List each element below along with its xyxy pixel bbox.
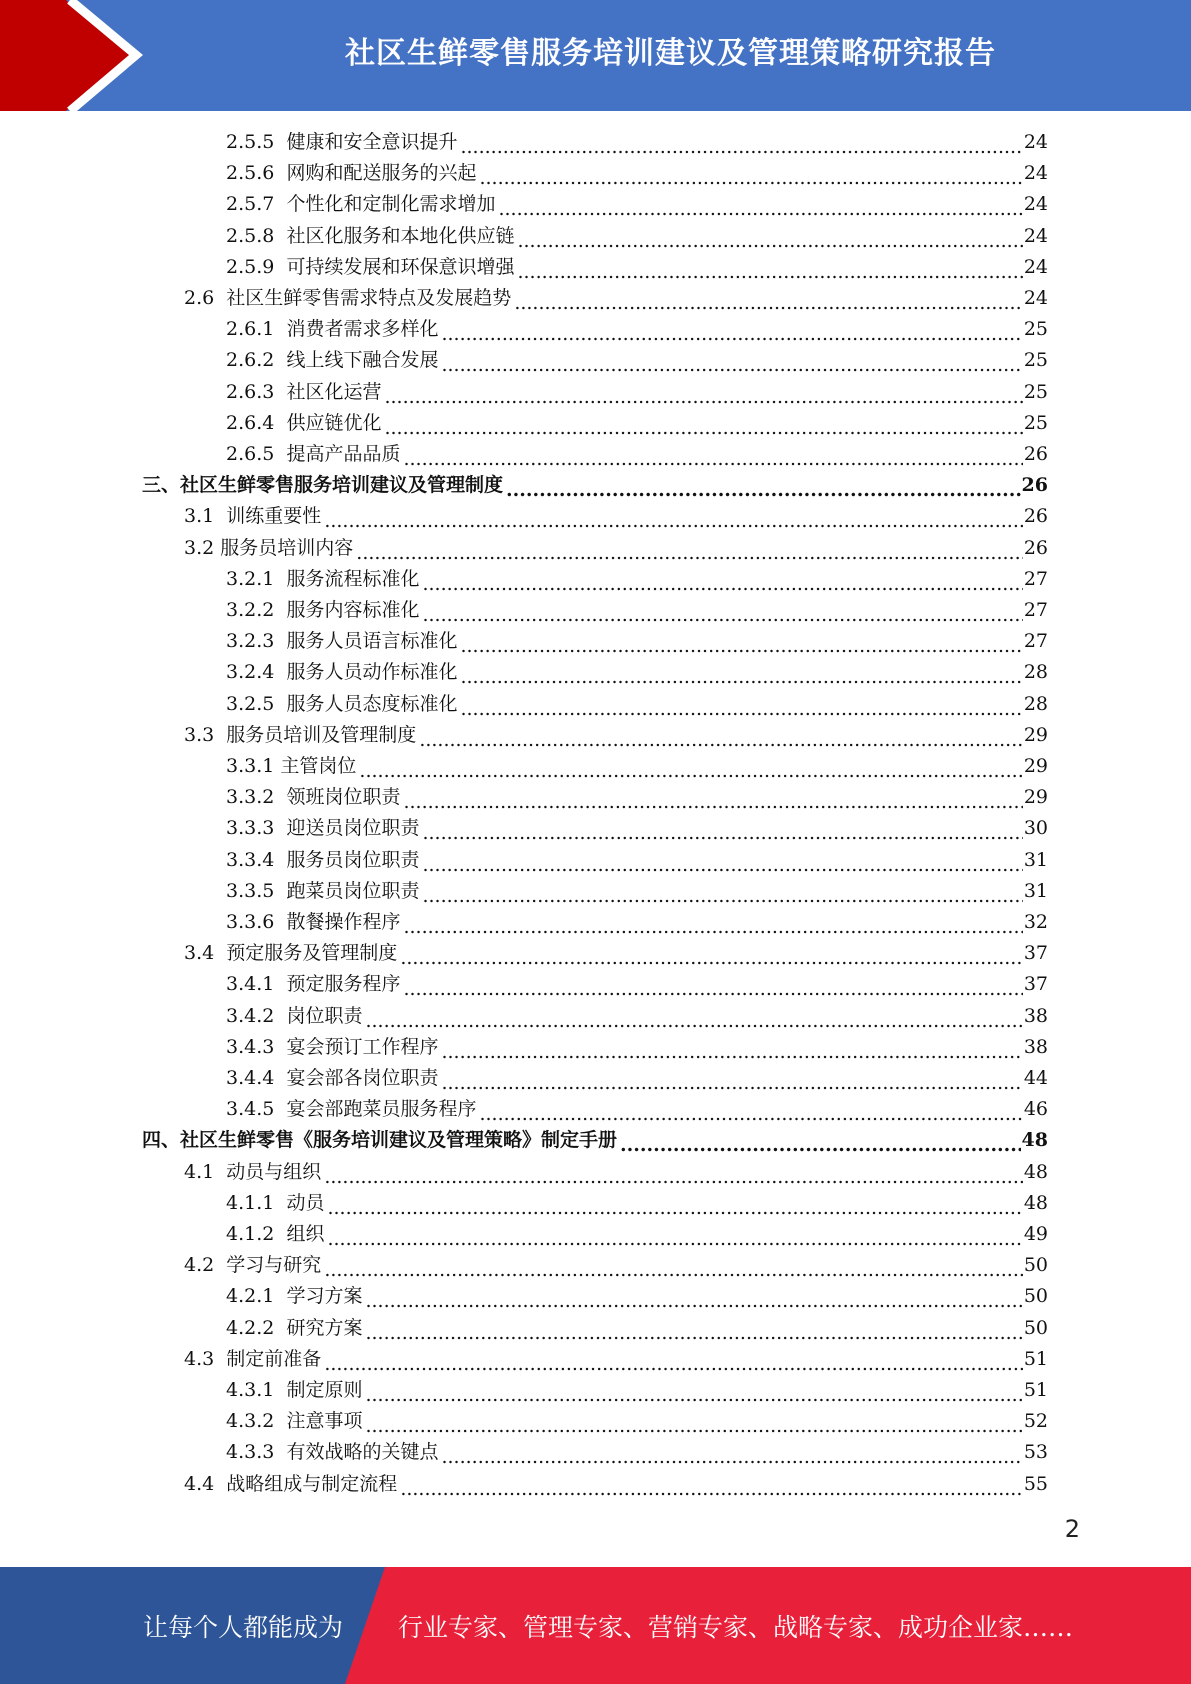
toc-entry-title: 迎送员岗位职责 <box>286 817 420 840</box>
toc-entry-page: 28 <box>1023 661 1048 684</box>
toc-dot-leader <box>400 947 1023 969</box>
toc-entry-number: 3.4.3 <box>226 1035 287 1058</box>
toc-entry-title: 研究方案 <box>286 1316 363 1339</box>
toc-entry-title: 服务员培训内容 <box>220 536 354 559</box>
toc-entry-title: 学习方案 <box>286 1285 363 1308</box>
toc-dot-leader <box>460 136 1022 158</box>
toc-entry-title: 健康和安全意识提升 <box>286 131 458 153</box>
toc-entry-title: 领班岗位职责 <box>286 786 401 809</box>
page-header <box>0 0 1191 111</box>
toc-entry[interactable] <box>226 314 1048 345</box>
toc-dot-leader <box>498 198 1022 220</box>
toc-entry-title: 三、社区生鲜零售服务培训建议及管理制度 <box>142 474 504 497</box>
toc-dot-leader <box>460 635 1022 657</box>
toc-entry-page: 49 <box>1023 1223 1048 1245</box>
toc-entry[interactable] <box>226 1001 1048 1032</box>
toc-entry-title: 服务流程标准化 <box>286 567 420 590</box>
toc-entry-number: 3.4.2 <box>226 1004 287 1027</box>
toc-entry-number: 4.1.2 <box>226 1223 287 1245</box>
toc-entry[interactable] <box>226 595 1048 626</box>
toc-entry-title: 服务人员态度标准化 <box>286 692 458 715</box>
toc-entry-page: 28 <box>1023 692 1048 715</box>
toc-dot-leader <box>400 1478 1023 1500</box>
toc-entry-title: 可持续发展和环保意识增强 <box>286 255 515 278</box>
toc-entry-number: 2.6.5 <box>226 443 287 465</box>
toc-entry-number: 3.3.5 <box>226 879 287 902</box>
toc-dot-leader <box>479 167 1022 189</box>
toc-entry-page: 24 <box>1023 131 1048 153</box>
toc-entry[interactable] <box>226 1219 1048 1250</box>
toc-entry-number: 3.4.5 <box>226 1098 287 1121</box>
toc-entry-title: 预定服务程序 <box>286 973 401 996</box>
toc-entry-page: 24 <box>1023 193 1048 216</box>
toc-entry-number: 2.5.6 <box>226 162 287 185</box>
toc-dot-leader <box>359 760 1022 782</box>
toc-entry-page: 29 <box>1023 786 1048 809</box>
toc-entry-number: 4.3 <box>184 1347 227 1370</box>
toc-dot-leader <box>365 1415 1022 1437</box>
toc-entry[interactable] <box>142 1125 1048 1156</box>
toc-entry-page: 31 <box>1023 879 1048 902</box>
toc-entry-title: 训练重要性 <box>226 505 322 528</box>
toc-entry-page: 25 <box>1023 318 1048 341</box>
toc-entry-number: 4.1 <box>184 1160 227 1183</box>
toc-dot-leader <box>460 666 1022 688</box>
toc-entry-number: 2.5.7 <box>226 193 287 216</box>
toc-dot-leader <box>403 978 1022 1000</box>
toc-entry-page: 51 <box>1023 1379 1048 1401</box>
toc-entry-title: 服务员岗位职责 <box>286 848 420 871</box>
toc-entry-number: 3.4.4 <box>226 1067 287 1089</box>
toc-entry-page: 38 <box>1023 1035 1048 1058</box>
toc-entry-title: 个性化和定制化需求增加 <box>286 193 496 216</box>
header-chevron-decoration <box>0 0 160 111</box>
toc-dot-leader <box>403 448 1022 470</box>
toc-entry[interactable] <box>226 189 1048 220</box>
toc-entry[interactable] <box>226 1094 1048 1125</box>
toc-entry[interactable] <box>226 751 1048 782</box>
toc-entry-page: 25 <box>1023 411 1048 434</box>
toc-entry-title: 线上线下融合发展 <box>286 349 439 372</box>
toc-entry-page: 37 <box>1023 942 1048 965</box>
toc-entry-title: 岗位职责 <box>286 1004 363 1027</box>
toc-entry-number: 4.4 <box>184 1472 227 1495</box>
toc-entry[interactable] <box>184 1157 1048 1188</box>
footer-slogan-right: 行业专家、管理专家、营销专家、战略专家、成功企业家…… <box>398 1612 1074 1642</box>
toc-entry-title: 消费者需求多样化 <box>286 318 439 341</box>
toc-entry[interactable] <box>226 1406 1048 1437</box>
toc-entry-number: 4.3.2 <box>226 1410 287 1433</box>
toc-entry-page: 26 <box>1023 443 1048 465</box>
toc-entry-number: 4.3.1 <box>226 1379 287 1401</box>
toc-dot-leader <box>441 1072 1022 1094</box>
toc-entry[interactable] <box>226 252 1048 283</box>
toc-entry-title: 有效战略的关键点 <box>286 1441 439 1464</box>
toc-dot-leader <box>514 292 1023 314</box>
toc-entry-number: 4.2.2 <box>226 1316 287 1339</box>
toc-dot-leader <box>441 1446 1022 1468</box>
toc-entry-title: 战略组成与制定流程 <box>226 1472 398 1495</box>
toc-dot-leader <box>327 1228 1022 1250</box>
toc-entry-page: 29 <box>1023 723 1048 746</box>
toc-entry-page: 53 <box>1023 1441 1048 1464</box>
toc-entry-number: 3.3.4 <box>226 848 287 871</box>
toc-entry-number: 3.3.2 <box>226 786 287 809</box>
chevron-red-shape <box>0 0 130 111</box>
toc-entry-page: 24 <box>1023 162 1048 185</box>
toc-entry[interactable] <box>184 533 1048 564</box>
toc-entry-title: 网购和配送服务的兴起 <box>286 162 477 185</box>
toc-entry[interactable] <box>226 1188 1048 1219</box>
toc-entry[interactable] <box>226 127 1048 158</box>
toc-entry[interactable] <box>184 938 1048 969</box>
toc-entry-page: 25 <box>1023 349 1048 372</box>
toc-entry-number: 3.2.2 <box>226 599 287 621</box>
toc-dot-leader <box>441 1041 1022 1063</box>
toc-entry[interactable] <box>226 845 1048 876</box>
toc-entry-title: 宴会预订工作程序 <box>286 1035 439 1058</box>
toc-entry-number: 2.6.3 <box>226 380 287 403</box>
toc-entry-page: 29 <box>1023 755 1048 777</box>
document-title: 社区生鲜零售服务培训建议及管理策略研究报告 <box>345 36 996 71</box>
toc-entry-title: 制定原则 <box>286 1379 363 1401</box>
toc-entry-title: 服务人员动作标准化 <box>286 661 458 684</box>
toc-entry-number: 2.6.2 <box>226 349 287 372</box>
toc-entry-page: 37 <box>1023 973 1048 996</box>
toc-entry-number: 3.2.5 <box>226 692 287 715</box>
toc-entry-page: 38 <box>1023 1004 1048 1027</box>
toc-entry-number: 3.2.1 <box>226 567 287 590</box>
toc-entry-title: 供应链优化 <box>286 411 382 434</box>
toc-entry-title: 四、社区生鲜零售《服务培训建议及管理策略》制定手册 <box>142 1129 618 1152</box>
toc-entry-page: 48 <box>1021 1129 1048 1152</box>
toc-dot-leader <box>324 1166 1023 1188</box>
toc-entry-number: 3.2 <box>184 536 221 559</box>
toc-entry[interactable] <box>226 689 1048 720</box>
toc-dot-leader <box>422 854 1022 876</box>
toc-dot-leader <box>422 885 1022 907</box>
toc-entry[interactable] <box>184 1469 1048 1500</box>
toc-entry[interactable] <box>226 1032 1048 1063</box>
toc-entry-page: 48 <box>1023 1191 1048 1214</box>
toc-dot-leader <box>620 1134 1021 1156</box>
toc-entry[interactable] <box>226 221 1048 252</box>
toc-entry-title: 社区生鲜零售需求特点及发展趋势 <box>226 287 512 309</box>
toc-entry-title: 服务员培训及管理制度 <box>226 723 417 746</box>
toc-entry-page: 27 <box>1023 599 1048 621</box>
toc-entry-number: 3.1 <box>184 505 227 528</box>
toc-entry-page: 26 <box>1023 536 1048 559</box>
toc-entry[interactable] <box>184 283 1048 314</box>
toc-entry[interactable] <box>226 158 1048 189</box>
toc-dot-leader <box>422 604 1022 626</box>
toc-dot-leader <box>419 729 1023 751</box>
toc-entry[interactable] <box>226 876 1048 907</box>
toc-entry-title: 动员与组织 <box>226 1160 322 1183</box>
toc-entry-title: 预定服务及管理制度 <box>226 942 398 965</box>
toc-entry-page: 50 <box>1023 1254 1048 1277</box>
toc-dot-leader <box>479 1103 1022 1125</box>
toc-entry[interactable] <box>226 626 1048 657</box>
page-number: 2 <box>1064 1515 1080 1543</box>
toc-entry-page: 27 <box>1023 630 1048 653</box>
toc-entry[interactable] <box>226 439 1048 470</box>
toc-dot-leader <box>384 386 1022 408</box>
toc-entry-page: 30 <box>1023 817 1048 840</box>
toc-dot-leader <box>517 261 1022 283</box>
toc-entry[interactable] <box>226 408 1048 439</box>
toc-entry[interactable] <box>226 377 1048 408</box>
toc-entry-page: 44 <box>1023 1067 1048 1089</box>
toc-entry-page: 26 <box>1023 505 1048 528</box>
toc-entry[interactable] <box>226 1375 1048 1406</box>
toc-entry-number: 3.3.1 <box>226 755 281 777</box>
toc-dot-leader <box>441 323 1022 345</box>
toc-entry-number: 2.6 <box>184 287 227 309</box>
toc-entry-number: 2.5.5 <box>226 131 287 153</box>
toc-entry[interactable] <box>226 1313 1048 1344</box>
toc-entry-title: 服务人员语言标准化 <box>286 630 458 653</box>
toc-entry-page: 46 <box>1023 1098 1048 1121</box>
toc-entry-page: 55 <box>1023 1472 1048 1495</box>
footer-slogan-left: 让每个人都能成为 <box>143 1612 344 1642</box>
toc-entry[interactable] <box>226 564 1048 595</box>
toc-entry[interactable] <box>226 345 1048 376</box>
toc-dot-leader <box>506 479 1021 501</box>
toc-entry-page: 25 <box>1023 380 1048 403</box>
toc-entry-number: 2.5.8 <box>226 224 287 247</box>
toc-entry-title: 跑菜员岗位职责 <box>286 879 420 902</box>
toc-entry[interactable] <box>142 470 1048 501</box>
toc-entry-number: 2.5.9 <box>226 255 287 278</box>
toc-entry-number: 3.4.1 <box>226 973 287 996</box>
toc-entry-page: 32 <box>1023 911 1048 933</box>
toc-dot-leader <box>327 1197 1022 1219</box>
toc-entry-number: 4.1.1 <box>226 1191 287 1214</box>
toc-entry[interactable] <box>226 657 1048 688</box>
toc-dot-leader <box>365 1322 1022 1344</box>
toc-entry-title: 注意事项 <box>286 1410 363 1433</box>
toc-entry[interactable] <box>226 1281 1048 1312</box>
toc-entry[interactable] <box>184 501 1048 532</box>
toc-entry-number: 4.2.1 <box>226 1285 287 1308</box>
toc-entry-number: 3.2.4 <box>226 661 287 684</box>
toc-entry[interactable] <box>226 813 1048 844</box>
toc-dot-leader <box>422 822 1022 844</box>
toc-entry-number: 3.3.6 <box>226 911 287 933</box>
toc-dot-leader <box>384 417 1022 439</box>
toc-dot-leader <box>365 1010 1022 1032</box>
toc-entry-number: 4.2 <box>184 1254 227 1277</box>
toc-entry-title: 社区化运营 <box>286 380 382 403</box>
toc-entry-page: 31 <box>1023 848 1048 871</box>
toc-dot-leader <box>324 1259 1023 1281</box>
toc-entry-page: 48 <box>1023 1160 1048 1183</box>
toc-entry-title: 学习与研究 <box>226 1254 322 1277</box>
toc-entry-page: 26 <box>1021 474 1048 497</box>
toc-entry[interactable] <box>226 1063 1048 1094</box>
toc-entry-number: 4.3.3 <box>226 1441 287 1464</box>
toc-entry[interactable] <box>226 782 1048 813</box>
toc-dot-leader <box>403 791 1022 813</box>
toc-entry-number: 2.6.4 <box>226 411 287 434</box>
toc-dot-leader <box>324 1353 1023 1375</box>
toc-entry-title: 动员 <box>286 1191 325 1214</box>
toc-entry[interactable] <box>184 1250 1048 1281</box>
toc-entry-number: 3.3.3 <box>226 817 287 840</box>
toc-entry-page: 24 <box>1023 255 1048 278</box>
toc-entry-page: 52 <box>1023 1410 1048 1433</box>
toc-dot-leader <box>441 354 1022 376</box>
toc-dot-leader <box>422 573 1022 595</box>
toc-dot-leader <box>324 510 1023 532</box>
toc-entry-title: 社区化服务和本地化供应链 <box>286 224 515 247</box>
toc-dot-leader <box>365 1290 1022 1312</box>
toc-dot-leader <box>356 542 1023 564</box>
toc-dot-leader <box>365 1384 1022 1406</box>
toc-entry-page: 27 <box>1023 567 1048 590</box>
toc-dot-leader <box>460 698 1022 720</box>
toc-entry-title: 宴会部各岗位职责 <box>286 1067 439 1089</box>
toc-dot-leader <box>403 916 1022 938</box>
toc-entry[interactable] <box>226 969 1048 1000</box>
toc-entry-title: 宴会部跑菜员服务程序 <box>286 1098 477 1121</box>
toc-entry-title: 散餐操作程序 <box>286 911 401 933</box>
toc-entry-number: 3.3 <box>184 723 227 746</box>
page-footer <box>0 1567 1191 1684</box>
toc-entry-number: 3.4 <box>184 942 227 965</box>
toc-entry-page: 24 <box>1023 224 1048 247</box>
toc-entry-title: 主管岗位 <box>280 755 357 777</box>
toc-entry[interactable] <box>226 907 1048 938</box>
toc-entry-number: 2.6.1 <box>226 318 287 341</box>
toc-entry-page: 50 <box>1023 1316 1048 1339</box>
toc-entry-page: 50 <box>1023 1285 1048 1308</box>
toc-entry[interactable] <box>226 1437 1048 1468</box>
toc-entry-number: 3.2.3 <box>226 630 287 653</box>
toc-entry-title: 服务内容标准化 <box>286 599 420 621</box>
toc-entry-title: 组织 <box>286 1223 325 1245</box>
toc-entry-title: 提高产品品质 <box>286 443 401 465</box>
toc-entry[interactable] <box>184 720 1048 751</box>
toc-dot-leader <box>517 230 1022 252</box>
toc-entry[interactable] <box>184 1344 1048 1375</box>
toc-entry-page: 51 <box>1023 1347 1048 1370</box>
toc-entry-title: 制定前准备 <box>226 1347 322 1370</box>
toc-entry-page: 24 <box>1023 287 1048 309</box>
